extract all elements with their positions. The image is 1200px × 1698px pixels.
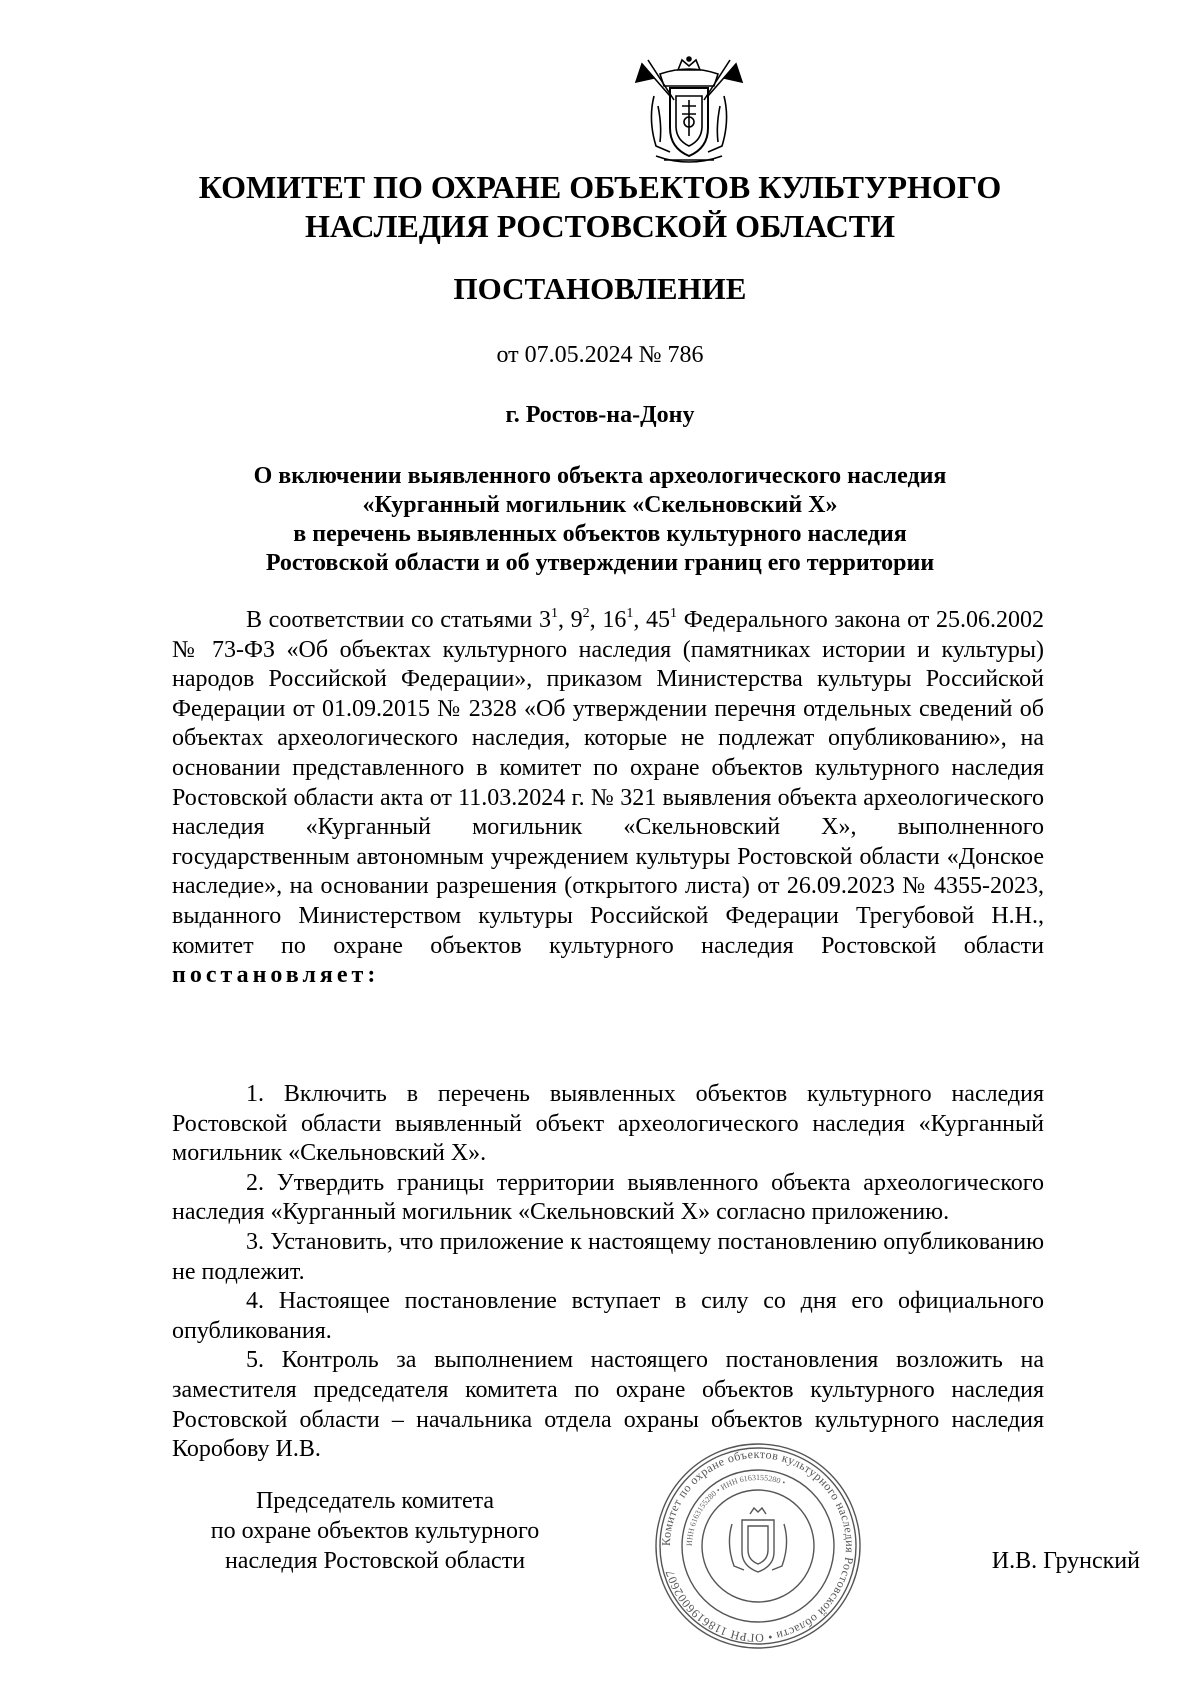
- decree-point-1: 1. Включить в перечень выявленных объектов культурного наследия Ростовской области выявленный объект археологического наследия «Курганный могильник «Скельновский Х».: [172, 1081, 1044, 1167]
- seal-inner-text: ИНН 6163155280 • ИНН 6163155280 •: [684, 1472, 787, 1547]
- signatory-position-line-2: по охране объектов культурного: [210, 1518, 540, 1544]
- preamble: [172, 606, 1044, 991]
- superscript: 1: [550, 606, 558, 621]
- separator: , 16: [589, 607, 627, 633]
- preamble-text: Федерального закона от 25.06.2002 № 73-ФЗ «Об объектах культурного наследия (памятниках истории и культуры) народов Российской Федерации», приказом Министерства культуры Российской Федерации от 01.09.2015 № 2328 «Об утверждении перечня отдельных сведений об объектах археологического наследия, которые не подлежат опубликованию», на основании представленного в комитет по охране объектов культурного наследия Ростовской области акта от 11.03.2024 г. № 321 выявления объекта археологического наследия «Курганный могильник «Скельновский Х», выполненного государственным автономным учреждением культуры Ростовской области «Донское наследие», на основании разрешения (открытого листа) от 26.09.2023 № 4355-2023, выданного Министерством культуры Российской Федерации Трегубовой Н.Н., комитет по охране объектов культурного наследия Ростовской области: [172, 607, 1045, 959]
- decree-point-2: 2. Утвердить границы территории выявленного объекта археологического наследия «Курганный могильник «Скельновский Х» согласно приложению.: [172, 1169, 1044, 1226]
- document-type: ПОСТАНОВЛЕНИЕ: [453, 271, 747, 306]
- coat-of-arms-emblem: [630, 56, 748, 168]
- subject-line-4: Ростовской области и об утверждении границ его территории: [265, 550, 935, 576]
- subject-line-3: в перечень выявленных объектов культурного наследия: [293, 521, 907, 547]
- signatory-position-line-3: наследия Ростовской области: [224, 1548, 526, 1574]
- decree-point-4: 4. Настоящее постановление вступает в силу со дня его официального опубликования.: [172, 1288, 1044, 1344]
- subject-line-2: «Курганный могильник «Скельновский Х»: [362, 492, 838, 518]
- preamble-paragraph: [172, 606, 1044, 991]
- signatory-name: И.В. Грунский: [991, 1548, 1140, 1574]
- subject-line-1: О включении выявленного объекта археологического наследия: [253, 463, 947, 489]
- official-seal: [652, 1440, 864, 1652]
- document-place: г. Ростов-на-Дону: [505, 402, 695, 428]
- document-number: от 07.05.2024 № 786: [496, 342, 704, 368]
- superscript: 1: [626, 606, 634, 621]
- decree-point-3: 3. Установить, что приложение к настоящему постановлению опубликованию не подлежит.: [172, 1228, 1044, 1285]
- organization-line-1: КОМИТЕТ ПО ОХРАНЕ ОБЪЕКТОВ КУЛЬТУРНОГО: [198, 169, 1002, 205]
- separator: , 9: [557, 607, 583, 633]
- decree-word: постановляет:: [172, 962, 380, 989]
- signatory-position-line-1: Председатель комитета: [255, 1488, 495, 1514]
- separator: , 45: [633, 607, 671, 633]
- superscript: 1: [670, 606, 678, 621]
- signatory-position: [160, 1486, 590, 1576]
- seal-outer-text: Комитет по охране объектов культурного наследия Ростовской области • ОГРН 1186196002607: [658, 1446, 858, 1646]
- document-subject: [160, 462, 1040, 578]
- decree-points: [172, 1080, 1044, 1465]
- organization-line-2: НАСЛЕДИЯ РОСТОВСКОЙ ОБЛАСТИ: [304, 208, 896, 244]
- preamble-intro: В соответствии со статьями 3: [246, 607, 551, 633]
- organization-name: [170, 168, 1030, 246]
- decree-point-5: 5. Контроль за выполнением настоящего постановления возложить на заместителя председателя комитета по охране объектов культурного наследия Ростовской области – начальника отдела охраны объектов культурного наследия Коробову И.В.: [172, 1347, 1044, 1463]
- superscript: 2: [582, 606, 590, 621]
